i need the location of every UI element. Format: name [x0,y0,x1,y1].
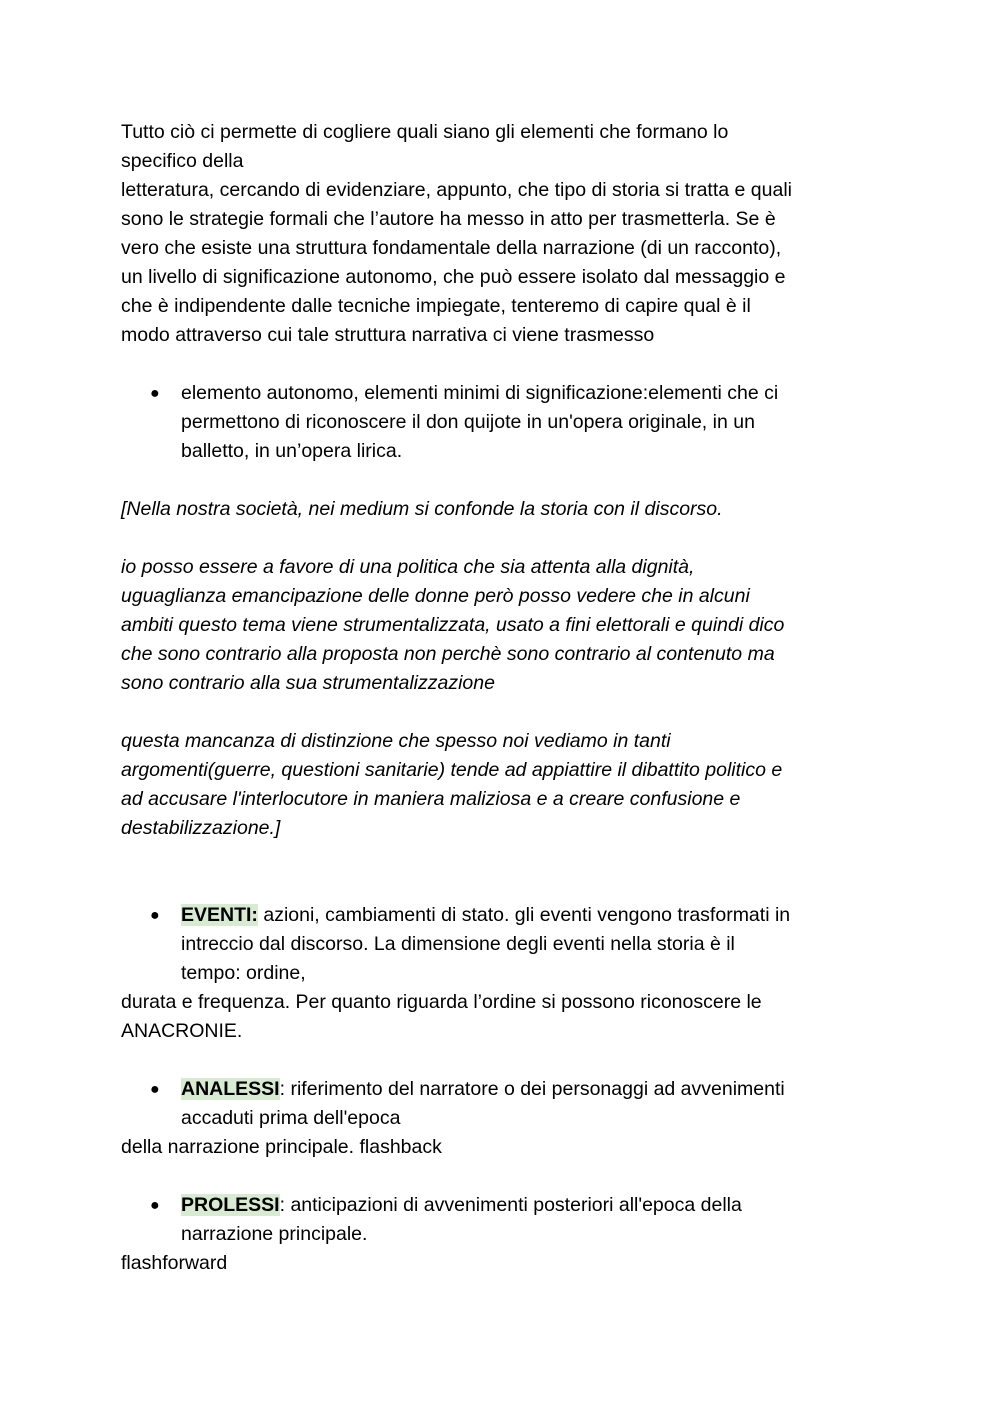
text-line: intreccio dal discorso. La dimensione degli eventi nella storia è il [181,933,735,955]
text-line: sono contrario alla sua strumentalizzazione [121,672,495,694]
text-line: della narrazione principale. flashback [121,1136,442,1158]
definition-text: azioni, cambiamenti di stato. gli eventi vengono trasformati in [257,904,791,926]
text-line [181,1191,881,1220]
text-line: ANACRONIE. [121,1020,243,1042]
text-line: questa mancanza di distinzione che spesso noi vediamo in tanti [121,730,671,752]
text-line: elemento autonomo, elementi minimi di significazione:elementi che ci [181,382,779,404]
bullet-dot-icon: ● [150,385,160,402]
text-line: flashforward [121,1252,228,1274]
text-line: balletto, in un’opera lirica. [181,440,403,462]
bullet-elemento-autonomo [121,379,881,466]
document-page [121,118,881,1278]
text-line: durata e frequenza. Per quanto riguarda l’ordine si possono riconoscere le [121,991,762,1013]
text-line: Tutto ciò ci permette di cogliere quali siano gli elementi che formano lo [121,121,729,143]
text-line [181,901,881,930]
note-paragraph-3 [121,727,881,843]
text-line: che sono contrario alla proposta non perchè sono contrario al contenuto ma [121,643,775,665]
bullet-eventi [121,901,881,988]
text-line: uguaglianza emancipazione delle donne però posso vedere che in alcuni [121,585,750,607]
text-line: che è indipendente dalle tecniche impiegate, tenteremo di capire qual è il [121,295,751,317]
intro-paragraph [121,118,881,350]
bullet-prolessi [121,1191,881,1249]
text-line: narrazione principale. [181,1223,368,1245]
text-line: ambiti questo tema viene strumentalizzata, usato a fini elettorali e quindi dico [121,614,785,636]
term-eventi: EVENTI: [181,904,258,926]
text-line: permettono di riconoscere il don quijote in un'opera originale, in un [181,411,755,433]
prolessi-continuation [121,1249,881,1278]
term-prolessi: PROLESSI [181,1194,280,1216]
note-paragraph-1: [Nella nostra società, nei medium si confonde la storia con il discorso. [121,498,723,520]
text-line: modo attraverso cui tale struttura narrativa ci viene trasmesso [121,324,655,346]
text-line: accaduti prima dell'epoca [181,1107,401,1129]
definition-text: : anticipazioni di avvenimenti posteriori all'epoca della [279,1194,742,1216]
note-block [121,495,881,843]
bullet-dot-icon: ● [150,907,160,924]
text-line: argomenti(guerre, questioni sanitarie) tende ad appiattire il dibattito politico e [121,759,783,781]
term-analessi: ANALESSI [181,1078,280,1100]
text-line: tempo: ordine, [181,962,306,984]
text-line: ad accusare l'interlocutore in maniera maliziosa e a creare confusione e [121,788,741,810]
analessi-continuation [121,1133,881,1162]
text-line [181,1075,881,1104]
bullet-analessi [121,1075,881,1133]
text-line: un livello di significazione autonomo, che può essere isolato dal messaggio e [121,266,786,288]
bullet-dot-icon: ● [150,1197,160,1214]
definition-text: : riferimento del narratore o dei personaggi ad avvenimenti [279,1078,785,1100]
text-line: vero che esiste una struttura fondamentale della narrazione (di un racconto), [121,237,782,259]
text-line: sono le strategie formali che l’autore ha messo in atto per trasmetterla. Se è [121,208,776,230]
bullet-dot-icon: ● [150,1081,160,1098]
text-line: specifico della [121,150,244,172]
eventi-continuation [121,988,881,1046]
text-line: letteratura, cercando di evidenziare, appunto, che tipo di storia si tratta e quali [121,179,792,201]
note-paragraph-2 [121,553,881,698]
text-line: io posso essere a favore di una politica che sia attenta alla dignità, [121,556,695,578]
text-line: destabilizzazione.] [121,817,281,839]
